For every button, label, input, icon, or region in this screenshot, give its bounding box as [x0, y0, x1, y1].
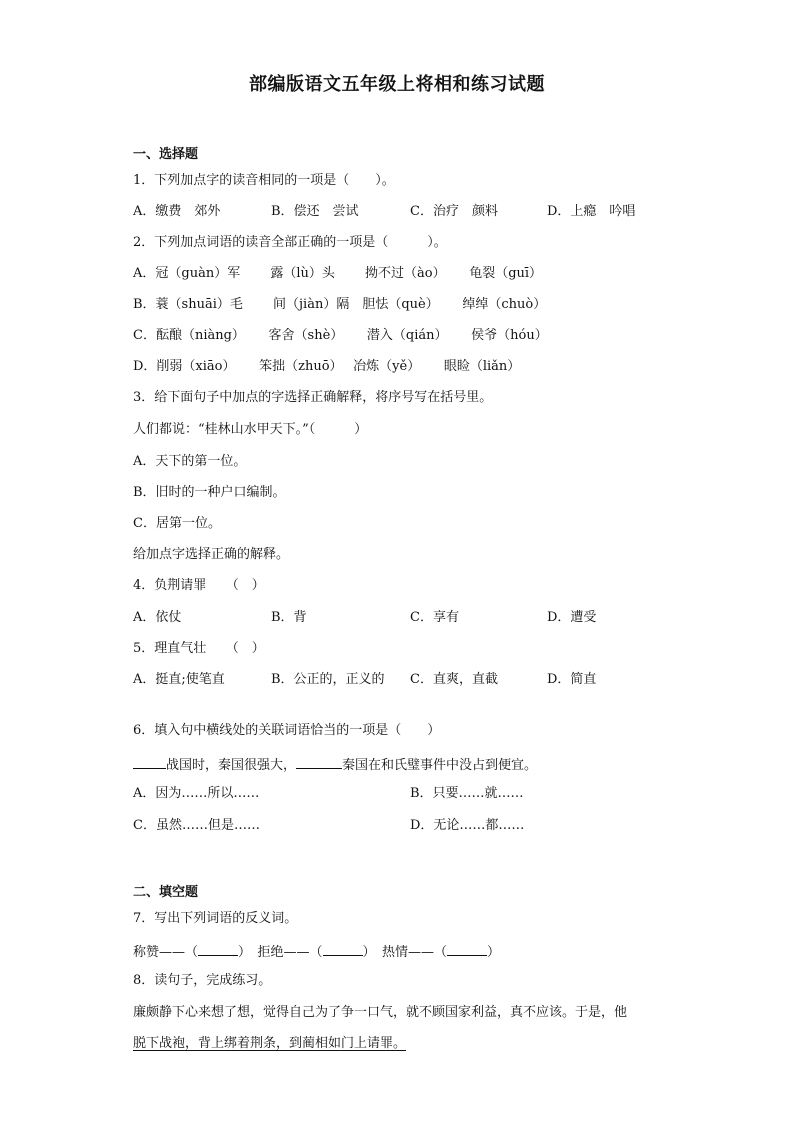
antonym-blank-2[interactable] — [323, 941, 363, 956]
q6-option-a: A．因为……所以…… — [133, 786, 260, 801]
q4-option-c: C．享有 — [410, 610, 459, 625]
q4-option-b: B．背 — [271, 610, 307, 625]
question-1-stem: 1．下列加点字的读音相同的一项是（ ）。 — [133, 173, 395, 188]
q3-option-a: A．天下的第一位。 — [133, 454, 247, 469]
q3-sentence: 人们都说：“桂林山水甲天下。”（ ） — [133, 422, 368, 437]
q2-option-d: D．削弱（xiāo） 笨拙（zhuō） 冶炼（yě） 眼睑（liǎn） — [133, 359, 521, 374]
q5-option-a: A．挺直;使笔直 — [133, 672, 225, 687]
question-6-stem: 6．填入句中横线处的关联词语恰当的一项是（ ） — [133, 723, 441, 738]
q5-option-d: D．简直 — [547, 672, 597, 687]
q6-option-c: C．虽然……但是…… — [133, 818, 260, 833]
q2-option-a: A．冠（guàn）军 露（lù）头 拗不过（ào） 龟裂（guī） — [133, 266, 543, 281]
question-7-stem: 7．写出下列词语的反义词。 — [133, 911, 298, 926]
q1-option-a: A．缴费 郊外 — [133, 204, 221, 219]
answer-blank-1[interactable] — [133, 754, 166, 769]
q6-option-d: D．无论……都…… — [410, 818, 525, 833]
q7-item-end: ） — [487, 945, 501, 960]
q7-item-2: ） 拒绝——（ — [238, 945, 323, 960]
q2-option-c: C．酝酿（niàng） 客舍（shè） 潜入（qián） 侯爷（hóu） — [133, 328, 548, 343]
q8-passage-line-1: 廉颇静下心来想了想，觉得自己为了争一口气，就不顾国家利益，真不应该。于是，他 — [133, 1005, 628, 1020]
question-8-stem: 8．读句子，完成练习。 — [133, 973, 272, 988]
q2-option-b: B．蓑（shuāi）毛 间（jiàn）隔 胆怯（què） 绰绰（chuò） — [133, 297, 547, 312]
answer-blank-2[interactable] — [296, 754, 342, 769]
question-5-stem: 5．理直气壮 （ ） — [133, 641, 265, 656]
question-3-stem: 3．给下面句子中加点的字选择正确解释，将序号写在括号里。 — [133, 390, 493, 405]
question-4-stem: 4．负荆请罪 （ ） — [133, 578, 265, 593]
q1-option-b: B．偿还 尝试 — [271, 204, 359, 219]
q6-option-b: B．只要……就…… — [410, 786, 524, 801]
q6-sentence — [133, 754, 537, 775]
antonym-blank-3[interactable] — [447, 941, 487, 956]
q7-antonym-row — [133, 941, 500, 962]
q7-item-1: 称赞——（ — [133, 945, 199, 960]
q8-passage-underlined: 脱下战袍，背上绑着荆条，到蔺相如门上请罪。 — [133, 1036, 407, 1051]
q3-option-b: B．旧时的一种户口编制。 — [133, 485, 286, 500]
antonym-blank-1[interactable] — [198, 941, 238, 956]
document-title: 部编版语文五年级上将相和练习试题 — [249, 74, 545, 95]
section-heading-fill-in: 二、填空题 — [133, 885, 199, 900]
q6-sentence-part-1: 战国时，秦国很强大， — [166, 758, 297, 773]
q5-option-c: C．直爽，直截 — [410, 672, 498, 687]
q4-option-d: D．遭受 — [547, 610, 597, 625]
q4-option-a: A．依仗 — [133, 610, 182, 625]
question-2-stem: 2．下列加点词语的读音全部正确的一项是（ ）。 — [133, 235, 447, 250]
q3-followup-instruction: 给加点字选择正确的解释。 — [133, 547, 290, 562]
q6-sentence-part-2: 秦国在和氏璧事件中没占到便宜。 — [342, 758, 538, 773]
section-heading-choice: 一、选择题 — [133, 147, 199, 162]
q7-item-3: ） 热情——（ — [362, 945, 448, 960]
q1-option-d: D．上瘾 吟唱 — [547, 204, 636, 219]
q5-option-b: B．公正的，正义的 — [271, 672, 385, 687]
q3-option-c: C．居第一位。 — [133, 516, 221, 531]
q1-option-c: C．治疗 颜料 — [410, 204, 498, 219]
